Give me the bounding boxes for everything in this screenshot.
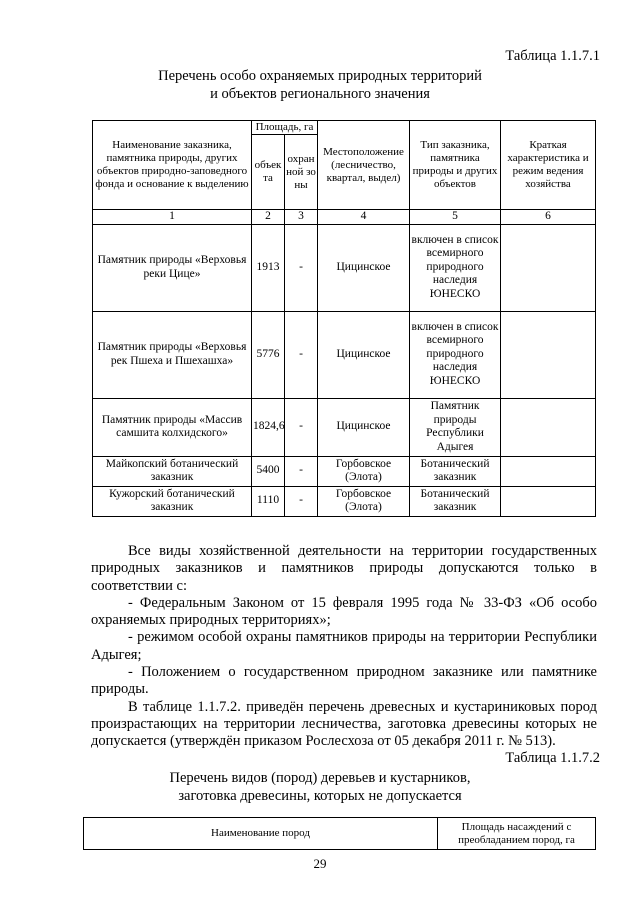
list-item-regulation: - Положением о государственном природном заказнике или памятнике природы. [91, 664, 597, 698]
table2-title-line2: заготовка древесины, которых не допускается [178, 788, 462, 804]
row-location: Горбовское (Элота) [318, 456, 410, 486]
page-number: 29 [313, 856, 327, 871]
row-type: включен в список всемирного природного наследия ЮНЕСКО [410, 311, 501, 398]
row-location: Цицинское [318, 311, 410, 398]
table1-colnum-row [93, 210, 596, 225]
row-name: Памятник природы «Массив самшита колхидского» [93, 398, 252, 456]
header-name: Наименование заказника, памятника природы, других объектов природно-заповедного фонда и основание к выделению [93, 121, 252, 210]
row-name: Кужорский ботанический заказник [93, 486, 252, 516]
row-area: 5776 [252, 311, 285, 398]
header-species-area: Площадь насаждений с преобладанием пород, га [438, 818, 596, 850]
row-brief [501, 398, 596, 456]
row-area: 1913 [252, 224, 285, 311]
header-brief: Краткая характеристика и режим ведения хозяйства [501, 121, 596, 210]
row-location: Горбовское (Элота) [318, 486, 410, 516]
row-type: Ботанический заказник [410, 486, 501, 516]
table1-label: Таблица 1.1.7.1 [505, 48, 600, 64]
table-row [93, 486, 596, 516]
header-location: Местоположение (лесничество, квартал, выдел) [318, 121, 410, 210]
row-area: 1110 [252, 486, 285, 516]
row-zone: - [285, 311, 318, 398]
body-text [91, 543, 597, 751]
row-area: 1824,6 [252, 398, 285, 456]
header-area-object: объекта [252, 135, 285, 210]
table1-title-line1: Перечень особо охраняемых природных территорий [158, 68, 482, 84]
table-row [93, 398, 596, 456]
table-row [93, 311, 596, 398]
row-brief [501, 224, 596, 311]
list-item-federal-law: - Федеральным Законом от 15 февраля 1995 года № 33-ФЗ «Об особо охраняемых природных территориях»; [91, 594, 597, 629]
row-type: Памятник природы Республики Адыгея [410, 398, 501, 456]
species-table [83, 817, 596, 850]
table2-header-row [84, 818, 596, 850]
row-location: Цицинское [318, 224, 410, 311]
table2-title-line1: Перечень видов (пород) деревьев и кустарников, [169, 770, 471, 786]
row-name: Памятник природы «Верховья рек Пшеха и Пшехашха» [93, 311, 252, 398]
row-type: Ботанический заказник [410, 456, 501, 486]
col-number: 6 [501, 210, 596, 225]
row-zone: - [285, 456, 318, 486]
row-type: включен в список всемирного природного наследия ЮНЕСКО [410, 224, 501, 311]
row-zone: - [285, 224, 318, 311]
table1-title-line2: и объектов регионального значения [210, 86, 430, 102]
row-brief [501, 486, 596, 516]
row-name: Памятник природы «Верховья реки Цице» [93, 224, 252, 311]
col-number: 3 [285, 210, 318, 225]
table-row [93, 224, 596, 311]
col-number: 2 [252, 210, 285, 225]
list-item-protection-regime: - режимом особой охраны памятников природы на территории Республики Адыгея; [91, 629, 597, 663]
row-brief [501, 311, 596, 398]
row-location: Цицинское [318, 398, 410, 456]
header-area-protect: охранной зоны [285, 135, 318, 210]
row-area: 5400 [252, 456, 285, 486]
row-zone: - [285, 486, 318, 516]
header-type: Тип заказника, памятника природы и других объектов [410, 121, 501, 210]
paragraph-table-ref: В таблице 1.1.7.2. приведён перечень древесных и кустариниковых пород произрастающих на территории лесничества, заготовка древесины которых не допускается (утверждён приказом Рослесхоза от 05 декабря 2011 г. № 513). [91, 698, 597, 750]
header-area: Площадь, га [252, 121, 318, 135]
col-number: 4 [318, 210, 410, 225]
row-name: Майкопский ботанический заказник [93, 456, 252, 486]
paragraph-intro: Все виды хозяйственной деятельности на территории государственных природных заказников и памятников природы допускаются только в соответствии с: [91, 543, 597, 594]
protected-areas-table [92, 120, 596, 517]
col-number: 1 [93, 210, 252, 225]
header-species-name: Наименование пород [84, 818, 438, 850]
table1-header-row [93, 121, 596, 135]
table2-label: Таблица 1.1.7.2 [505, 750, 600, 766]
col-number: 5 [410, 210, 501, 225]
table-row [93, 456, 596, 486]
row-brief [501, 456, 596, 486]
row-zone: - [285, 398, 318, 456]
